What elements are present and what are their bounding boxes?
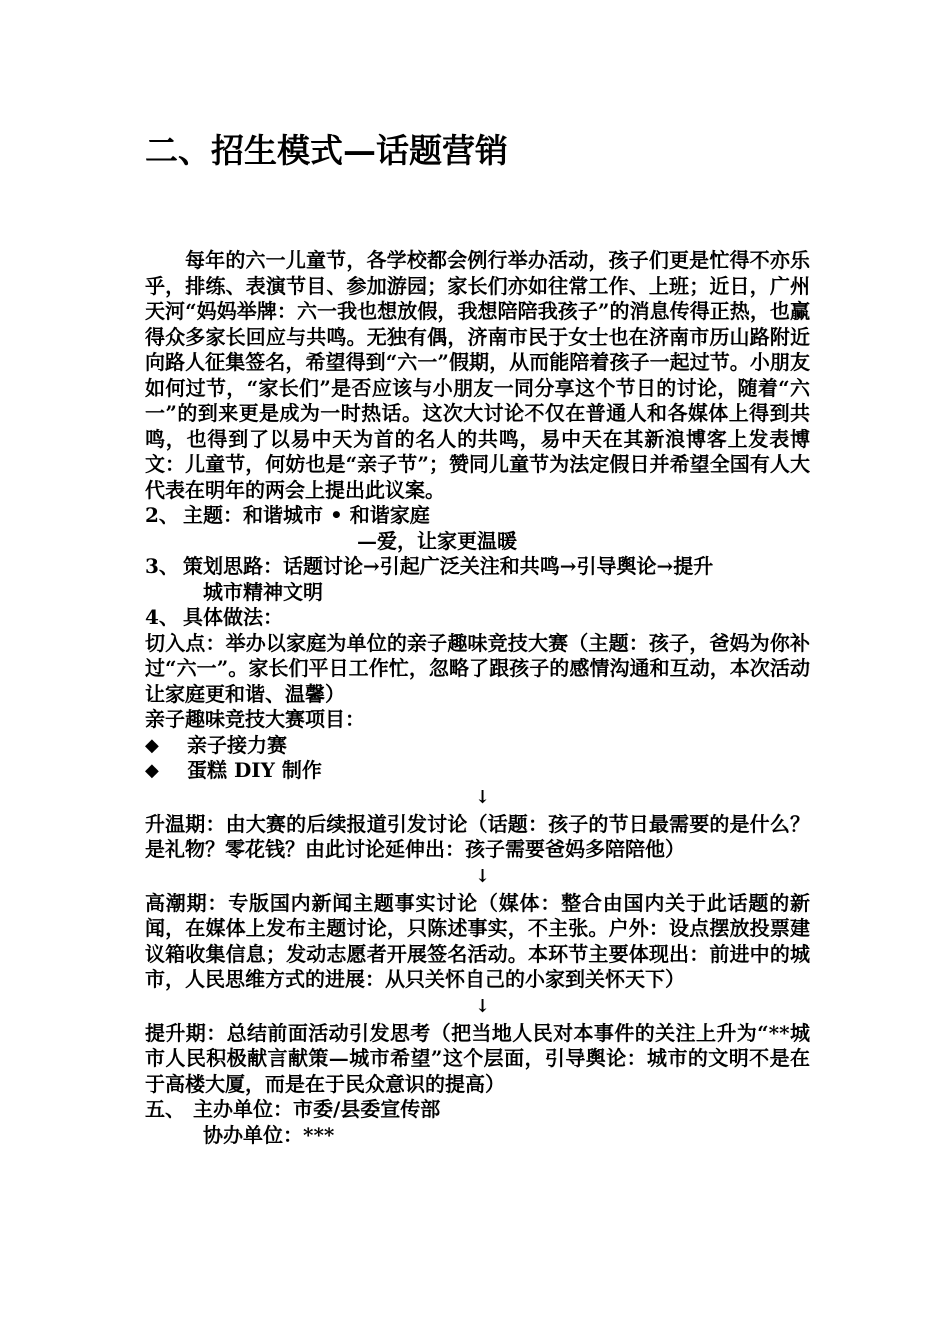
strategy-continuation: 城市精神文明 <box>203 579 323 604</box>
theme-number: 2、 <box>145 503 179 527</box>
theme-subline: —爱，让家更温暖 <box>357 528 517 553</box>
method-item <box>145 605 810 631</box>
phase-peak-paragraph: 高潮期：专版国内新闻主题事实讨论（媒体：整合由国内关于此话题的新闻，在媒体上发布主题讨论，只陈述事实，不主张。户外：设点摆放投票建议箱收集信息；发动志愿者开展签名活动。本环节主要体现出：前进中的城市，人民思维方式的进展：从只关怀自己的小家到关怀天下） <box>145 890 810 991</box>
organizer-item <box>145 1097 810 1123</box>
method-text: 具体做法： <box>183 605 283 629</box>
intro-paragraph: 每年的六一儿童节，各学校都会例行举办活动，孩子们更是忙得不亦乐乎，排练、表演节目、参加游园；家长们亦如往常工作、上班；近日，广州天河“妈妈举牌：六一我也想放假，我想陪陪我孩子”的消息传得正热，也赢得众多家长回应与共鸣。无独有偶，济南市民于女士也在济南市历山路附近向路人征集签名，希望得到“六一”假期，从而能陪着孩子一起过节。小朋友如何过节，“家长们”是否应该与小朋友一同分享这个节日的讨论，随着“六一”的到来更是成为一时热话。这次大讨论不仅在普通人和各媒体上得到共鸣，也得到了以易中天为首的名人的共鸣，易中天在其新浪博客上发表博文：儿童节，何妨也是“亲子节”；赞同儿童节为法定假日并希望全国有人大代表在明年的两会上提出此议案。 <box>145 248 810 502</box>
events-title: 亲子趣味竞技大赛项目： <box>145 707 365 731</box>
diamond-bullet-icon: ◆ <box>145 760 159 781</box>
page-title: 二、招生模式—话题营销 <box>145 131 508 170</box>
down-arrow-icon: ↓ <box>474 786 491 808</box>
method-number: 4、 <box>145 605 179 629</box>
strategy-number: 3、 <box>145 554 179 578</box>
co-organizer-text: 协办单位：*** <box>203 1122 335 1147</box>
event-label: 蛋糕 DIY 制作 <box>187 758 322 782</box>
list-item <box>145 758 810 784</box>
theme-text: 主题：和谐城市 • 和谐家庭 <box>183 503 430 527</box>
strategy-text: 策划思路：话题讨论→引起广泛关注和共鸣→引导舆论→提升 <box>183 554 714 578</box>
down-arrow-icon: ↓ <box>474 865 491 887</box>
diamond-bullet-icon: ◆ <box>145 734 159 756</box>
phase-warm-paragraph: 升温期：由大赛的后续报道引发讨论（话题：孩子的节日最需要的是什么？是礼物？零花钱？由此讨论延伸出：孩子需要爸妈多陪陪他） <box>145 811 810 861</box>
strategy-item <box>145 554 810 580</box>
organizer-text: 主办单位：市委/县委宣传部 <box>193 1097 441 1121</box>
event-label: 亲子接力赛 <box>187 732 287 757</box>
down-arrow-icon: ↓ <box>474 995 491 1017</box>
theme-item <box>145 503 810 529</box>
list-item <box>145 733 810 759</box>
organizer-number: 五、 <box>145 1097 185 1121</box>
document-body <box>145 248 810 1148</box>
phase-rise-paragraph: 提升期：总结前面活动引发思考（把当地人民对本事件的关注上升为“**城市人民积极献言献策—城市希望”这个层面，引导舆论：城市的文明不是在于高楼大厦，而是在于民众意识的提高） <box>145 1020 810 1096</box>
entry-paragraph: 切入点：举办以家庭为单位的亲子趣味竞技大赛（主题：孩子，爸妈为你补过“六一”。家长们平日工作忙，忽略了跟孩子的感情沟通和互动，本次活动让家庭更和谐、温馨） <box>145 630 810 706</box>
